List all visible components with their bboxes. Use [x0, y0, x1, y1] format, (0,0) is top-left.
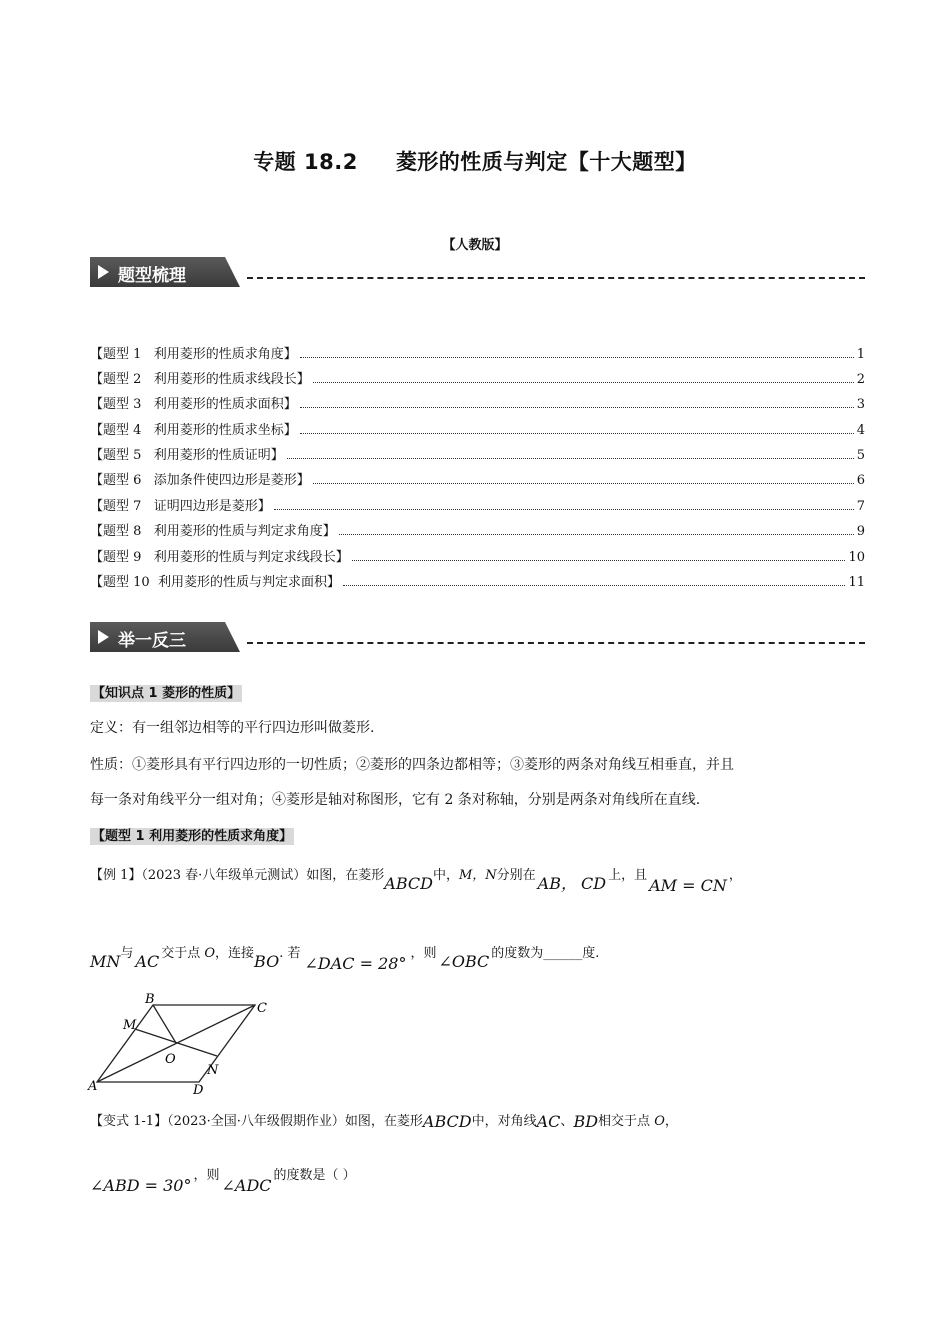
play-triangle-icon — [98, 630, 109, 644]
label-m: M — [123, 1018, 137, 1033]
toc-entry[interactable]: 【题型 7 证明四边形是菱形】 7 — [90, 499, 865, 514]
page-title — [0, 146, 950, 176]
dash-divider — [247, 277, 865, 279]
title-number: 专题 18.2 — [253, 150, 358, 174]
label-c: C — [257, 1001, 267, 1016]
segment-bo — [153, 1005, 176, 1043]
toc-entry[interactable]: 【题型 9 利用菱形的性质与判定求线段长】 10 — [90, 550, 865, 565]
banner-practice — [90, 622, 865, 656]
banner-toc — [90, 257, 865, 291]
definition-text: 定义：有一组邻边相等的平行四边形叫做菱形. — [90, 720, 375, 736]
label-a: A — [88, 1079, 98, 1094]
toc-entry[interactable]: 【题型 6 添加条件使四边形是菱形】 6 — [90, 473, 865, 488]
property-text-2: 每一条对角线平分一组对角；④菱形是轴对称图形，它有 2 条对称轴，分别是两条对角线所在直线. — [90, 792, 701, 808]
toc-entry[interactable]: 【题型 10 利用菱形的性质与判定求面积】 11 — [90, 575, 865, 590]
toc-entry[interactable]: 【题型 4 利用菱形的性质求坐标】 4 — [90, 423, 865, 438]
toc-entry[interactable]: 【题型 8 利用菱形的性质与判定求角度】 9 — [90, 524, 865, 539]
play-triangle-icon — [98, 265, 109, 279]
edition-label: 【人教版】 — [442, 238, 508, 253]
toc-entry[interactable]: 【题型 1 利用菱形的性质求角度】 1 — [90, 347, 865, 362]
variant1-line1: 【变式 1-1】（2023·全国·八年级假期作业）如图，在菱形ABCD中，对角线AC、BD相交于点 O， — [90, 1112, 678, 1131]
type1-heading: 【题型 1 利用菱形的性质求角度】 — [92, 829, 293, 844]
label-d: D — [193, 1083, 204, 1095]
toc-entry[interactable]: 【题型 3 利用菱形的性质求面积】 3 — [90, 397, 865, 412]
variant1-line2: ∠ABD = 30°，则∠ADC的度数是（ ） — [90, 1168, 356, 1195]
knowledge-heading: 【知识点 1 菱形的性质】 — [92, 686, 241, 701]
label-b: B — [145, 992, 155, 1007]
rhombus-figure — [85, 990, 275, 1095]
toc-entry[interactable]: 【题型 5 利用菱形的性质证明】 5 — [90, 448, 865, 463]
toc-entry[interactable]: 【题型 2 利用菱形的性质求线段长】 2 — [90, 372, 865, 387]
property-text-1: 性质：①菱形具有平行四边形的一切性质；②菱形的四条边都相等；③菱形的两条对角线互相垂直，并且 — [90, 757, 734, 773]
banner-label: 题型梳理 — [118, 266, 186, 286]
diagonal-ac — [97, 1005, 255, 1082]
segment-mn — [135, 1029, 217, 1056]
title-text: 菱形的性质与判定【十大题型】 — [395, 150, 697, 174]
label-n: N — [207, 1063, 219, 1078]
example1-line1: 【例 1】（2023 春·八年级单元测试）如图，在菱形ABCD中，M，N分别在 AB， CD 上，且AM = CN， — [90, 868, 742, 895]
dash-divider — [247, 642, 865, 644]
banner-label: 举一反三 — [118, 631, 186, 651]
example1-line2: MN与 AC 交于点 O，连接BO. 若∠DAC = 28°，则 ∠OBC 的度数为______度. — [90, 946, 600, 973]
label-o: O — [165, 1052, 176, 1067]
